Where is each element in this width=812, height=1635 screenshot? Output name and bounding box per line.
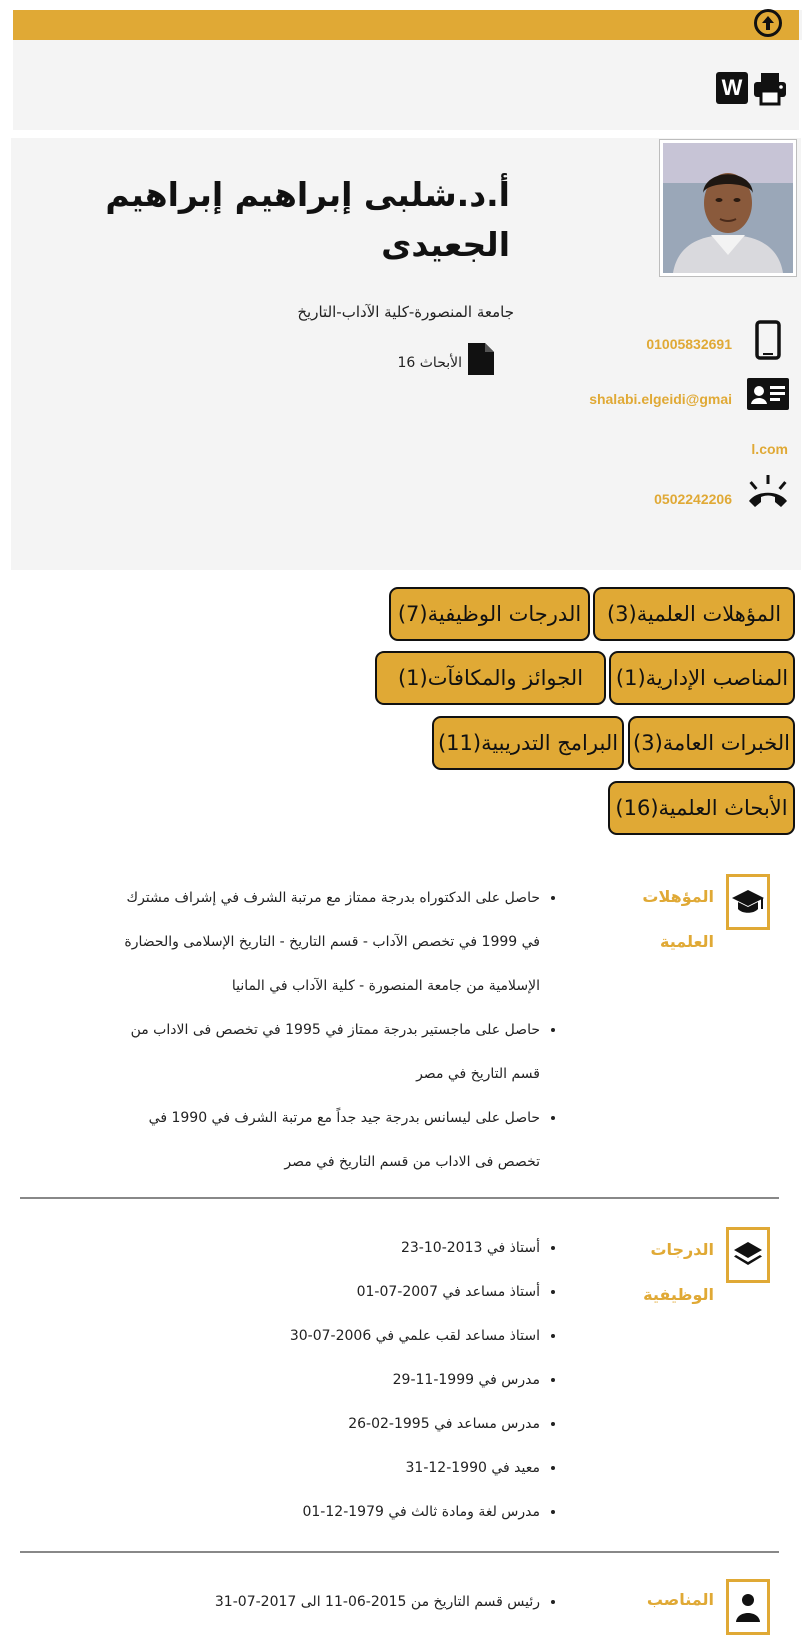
list-item: • أستاذ مساعد في 2007-07-01 <box>160 1270 540 1314</box>
list-item: • مدرس لغة ومادة ثالث في 1979-12-01 <box>160 1490 540 1534</box>
admin-list <box>100 1580 556 1624</box>
mobile-phone-number[interactable]: 01005832691 <box>646 336 732 352</box>
office-phone-number[interactable]: 0502242206 <box>654 491 732 507</box>
positions-section-icon <box>726 1227 770 1283</box>
contact-card-icon <box>747 378 789 410</box>
mobile-phone-icon <box>755 320 781 360</box>
qualifications-title-line2: العلمية <box>659 932 714 951</box>
tab-experience[interactable]: الخبرات العامة(3) <box>628 716 795 770</box>
tab-admin-positions[interactable]: المناصب الإدارية(1) <box>609 651 795 705</box>
person-icon <box>734 1592 762 1622</box>
positions-title-line2: الوظيفية <box>643 1285 714 1304</box>
list-item: • مدرس في 1999-11-29 <box>160 1358 540 1402</box>
printer-icon <box>752 70 788 106</box>
email-address-continued[interactable]: l.com <box>751 441 788 457</box>
list-item: • استاذ مساعد لقب علمي في 2006-07-30 <box>160 1314 540 1358</box>
positions-list <box>160 1226 556 1534</box>
research-count[interactable]: الأبحاث 16 <box>397 355 462 371</box>
tab-training[interactable]: البرامج التدريبية(11) <box>432 716 624 770</box>
print-button[interactable] <box>752 70 788 106</box>
tab-research[interactable]: الأبحاث العلمية(16) <box>608 781 795 835</box>
email-address[interactable]: shalabi.elgeidi@gmai <box>589 391 732 407</box>
qualifications-list <box>40 876 556 1184</box>
tab-positions[interactable]: الدرجات الوظيفية(7) <box>389 587 590 641</box>
graduation-cap-icon <box>731 888 765 916</box>
positions-title: الدرجات <box>650 1240 714 1259</box>
qualifications-title: المؤهلات <box>642 887 714 906</box>
section-divider <box>20 1197 779 1199</box>
profile-university: جامعة المنصورة-كلية الآداب-التاريخ <box>297 303 514 321</box>
list-item: • معيد في 1990-12-31 <box>160 1446 540 1490</box>
admin-section-icon <box>726 1579 770 1635</box>
toolbar <box>13 40 799 130</box>
list-item: • مدرس مساعد في 1995-02-26 <box>160 1402 540 1446</box>
layers-icon <box>732 1240 764 1270</box>
qualifications-section-icon <box>726 874 770 930</box>
word-export-button[interactable]: W <box>716 72 748 104</box>
admin-title: المناصب <box>646 1590 714 1609</box>
list-item: • حاصل على ليسانس بدرجة جيد جداً مع مرتبة الشرف في 1990 في تخصص فى الاداب من قسم التاريخ في مصر <box>40 1096 540 1184</box>
tab-awards[interactable]: الجوائز والمكافآت(1) <box>375 651 606 705</box>
list-item: • رئيس قسم التاريخ من 2015-06-11 الى 2017-07-31 <box>100 1580 540 1624</box>
document-icon <box>466 341 496 377</box>
arrow-up-circle-icon <box>761 15 775 31</box>
profile-photo <box>659 139 797 277</box>
scroll-top-button[interactable] <box>754 9 782 37</box>
list-item: • حاصل على الدكتوراه بدرجة ممتاز مع مرتبة الشرف في إشراف مشترك في 1999 في تخصص الآداب - قسم التاريخ - التاريخ الإسلامى والحضارة الإسلامية من جامعة المنصورة - كلية الآداب في المانيا <box>40 876 540 1008</box>
profile-name: أ.د.شلبى إبراهيم إبراهيم الجعيدى <box>105 175 510 264</box>
office-phone-icon <box>747 474 789 510</box>
section-divider <box>20 1551 779 1553</box>
list-item: • حاصل على ماجستير بدرجة ممتاز في 1995 في تخصص فى الاداب من قسم التاريخ في مصر <box>40 1008 540 1096</box>
tab-qualifications[interactable]: المؤهلات العلمية(3) <box>593 587 795 641</box>
person-portrait-icon <box>663 143 793 273</box>
top-bar <box>13 10 802 40</box>
list-item: • أستاذ في 2013-10-23 <box>160 1226 540 1270</box>
